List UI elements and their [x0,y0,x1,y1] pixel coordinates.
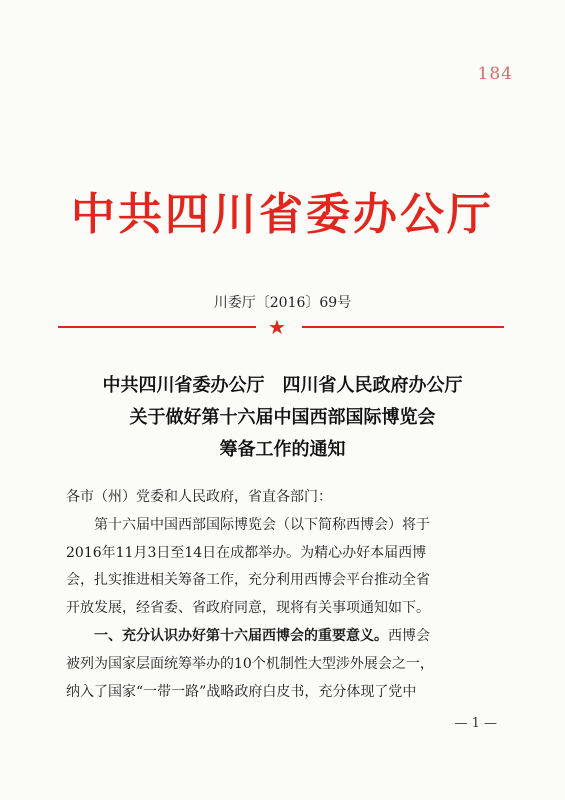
section-1-line [66,623,512,651]
body-line: 第十六届中国西部国际博览会（以下简称西博会）将于 [94,516,430,533]
body-line: 2016年11月3日至14日在成都举办。为精心办好本届西博 [66,544,427,561]
divider-line-left [58,326,256,328]
body-line: 开放发展，经省委、省政府同意，现将有关事项通知如下。 [66,600,430,617]
document-title [0,370,565,466]
section-1-text: 西博会 [388,627,430,644]
body-line: 会，扎实推进相关筹备工作，充分利用西博会平台推动全省 [66,572,430,589]
document-body [66,484,512,706]
title-line: 筹备工作的通知 [219,439,346,460]
page-footer-number: — 1 — [454,716,497,731]
title-line: 中共四川省委办公厅 四川省人民政府办公厅 [102,375,463,396]
section-1-heading: 一、充分认识办好第十六届西博会的重要意义。 [94,627,388,644]
document-number: 川委厅〔2016〕69号 [213,295,352,311]
red-divider [58,316,504,338]
body-line: 纳入了国家“一带一路”战略政府白皮书，充分体现了党中 [66,683,417,700]
star-icon: ★ [268,315,286,339]
page-number-stamp: 184 [477,64,513,84]
title-line: 关于做好第十六届中国西部国际博览会 [129,407,436,428]
divider-line-right [302,326,504,328]
body-line: 被列为国家层面统筹举办的10个机制性大型涉外展会之一， [66,655,434,672]
salutation: 各市（州）党委和人民政府，省直各部门： [66,489,332,505]
masthead: 中共四川省委办公厅 [71,189,494,240]
